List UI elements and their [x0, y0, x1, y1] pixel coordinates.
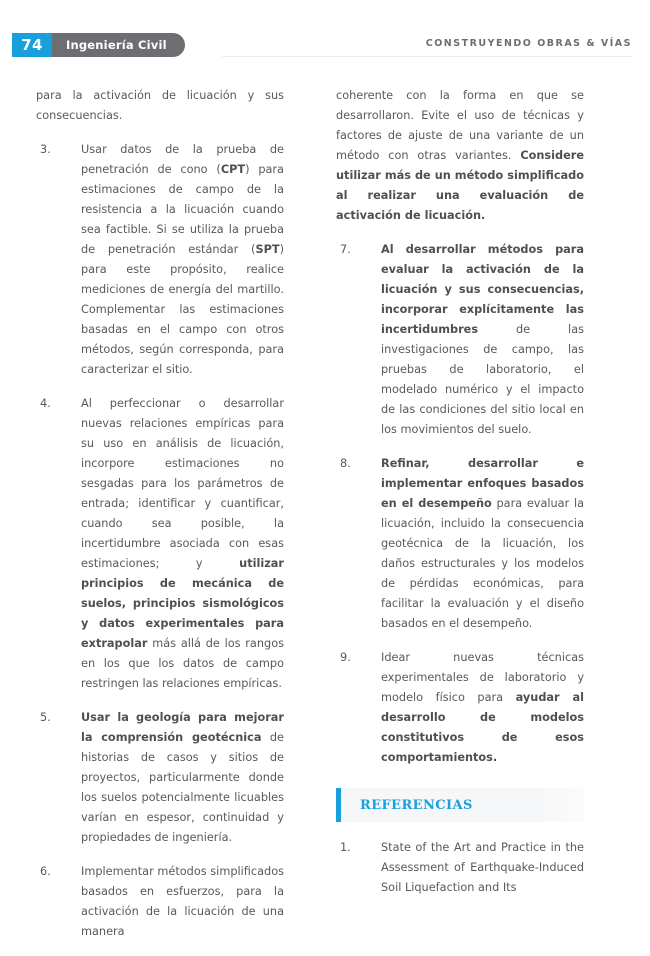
- text-regular: para evaluar la licuación, incluido la consecuencia geotécnica de la licuación, los daños estructurales y los modelos de pérdidas económicas, para facilitar la evaluación y el diseño basados en el desempeño.: [381, 497, 585, 630]
- list-item-body: [381, 240, 584, 440]
- list-item: [36, 708, 284, 848]
- section-tag: Ingeniería Civil: [52, 33, 185, 57]
- text-bold: Al desarrollar métodos para evaluar la activación de la licuación y sus consecuencias, incorporar explícitamente las incertidumbres: [381, 243, 584, 336]
- list-marker: 4.: [40, 397, 51, 410]
- list-marker: 6.: [40, 865, 51, 878]
- text-regular: de historias de casos y sitios de proyectos, particularmente donde los suelos potencialmente licuables varían en espesor, continuidad y propiedades de ingeniería.: [81, 731, 285, 844]
- list-item: [36, 140, 284, 380]
- list-marker: 3.: [40, 143, 51, 156]
- references-heading-label: REFERENCIAS: [360, 797, 473, 813]
- list-item-body: [81, 708, 284, 848]
- reference-body: State of the Art and Practice in the Assessment of Earthquake-Induced Soil Liquefaction and Its: [381, 841, 584, 894]
- text-regular: de las investigaciones de campo, las pruebas de laboratorio, el modelado numérico y el impacto de las condiciones del sitio local en los movimientos del suelo.: [381, 323, 584, 436]
- list-item: [36, 862, 284, 942]
- text-bold: utilizar principios de mecánica de suelos, principios sismológicos y datos experimentales para extrapolar: [81, 557, 284, 650]
- header-divider: [222, 56, 632, 57]
- text-bold: Considere utilizar más de un método simplificado al realizar una evaluación de activación de licuación.: [336, 149, 584, 222]
- list-item: [336, 240, 584, 440]
- right-column: [336, 86, 584, 912]
- list-marker: 9.: [340, 651, 351, 664]
- reference-marker: 1.: [340, 841, 351, 854]
- list-item: [336, 648, 584, 768]
- page-header: [0, 0, 650, 70]
- text-bold: Usar la geología para mejorar la comprensión geotécnica: [81, 711, 284, 744]
- list-item: [336, 454, 584, 634]
- text-regular: Al perfeccionar o desarrollar nuevas relaciones empíricas para su uso en análisis de licuación, incorpore estimaciones no sesgadas para los parámetros de entrada; identificar y cuantificar, cuando sea posible, la incertidumbre asociada con esas estimaciones; y: [81, 397, 284, 570]
- reference-item: [336, 838, 584, 898]
- references-heading: [336, 788, 584, 822]
- text-bold: Refinar, desarrollar e implementar enfoques basados en el desempeño: [381, 457, 584, 510]
- abbr-spt: SPT: [255, 243, 280, 256]
- references-accent-bar: [336, 788, 341, 822]
- list-item-body: [81, 862, 284, 942]
- text-bold: ayudar al desarrollo de modelos constitutivos de esos comportamientos.: [381, 691, 584, 764]
- page-number-badge: 74: [12, 33, 52, 57]
- list-item-body: Usar datos de la prueba de penetración de cono (CPT) para estimaciones de campo de la resistencia a la licuación cuando sea factible. Si se utiliza la prueba de penetración estándar (SPT) para este propósito, realice mediciones de energía del martillo. Complementar las estimaciones basadas en el campo con otros métodos, según corresponda, para caracterizar el sitio.: [81, 143, 284, 376]
- continued-paragraph: para la activación de licuación y sus consecuencias.: [36, 89, 284, 122]
- list-marker: 8.: [340, 457, 351, 470]
- abbr-cpt: CPT: [220, 163, 246, 176]
- text-regular: Idear nuevas técnicas experimentales de laboratorio y modelo físico para: [381, 651, 584, 704]
- list-item: [36, 394, 284, 694]
- list-item-body: [381, 454, 584, 634]
- text-regular: más allá de los rangos en los que los datos de campo restringen las relaciones empíricas.: [81, 637, 284, 690]
- left-column: [36, 86, 284, 956]
- list-item-body: [81, 394, 284, 694]
- text-regular: Implementar métodos simplificados basados en esfuerzos, para la activación de la licuación de una manera: [81, 865, 284, 938]
- running-title: CONSTRUYENDO OBRAS & VÍAS: [425, 38, 632, 49]
- continued-paragraph: [336, 86, 584, 226]
- list-marker: 5.: [40, 711, 51, 724]
- list-marker: 7.: [340, 243, 351, 256]
- text-regular: coherente con la forma en que se desarrollaron. Evite el uso de técnicas y factores de ajuste de una variante de un método con otras variantes.: [336, 89, 584, 162]
- list-item-body: [381, 648, 584, 768]
